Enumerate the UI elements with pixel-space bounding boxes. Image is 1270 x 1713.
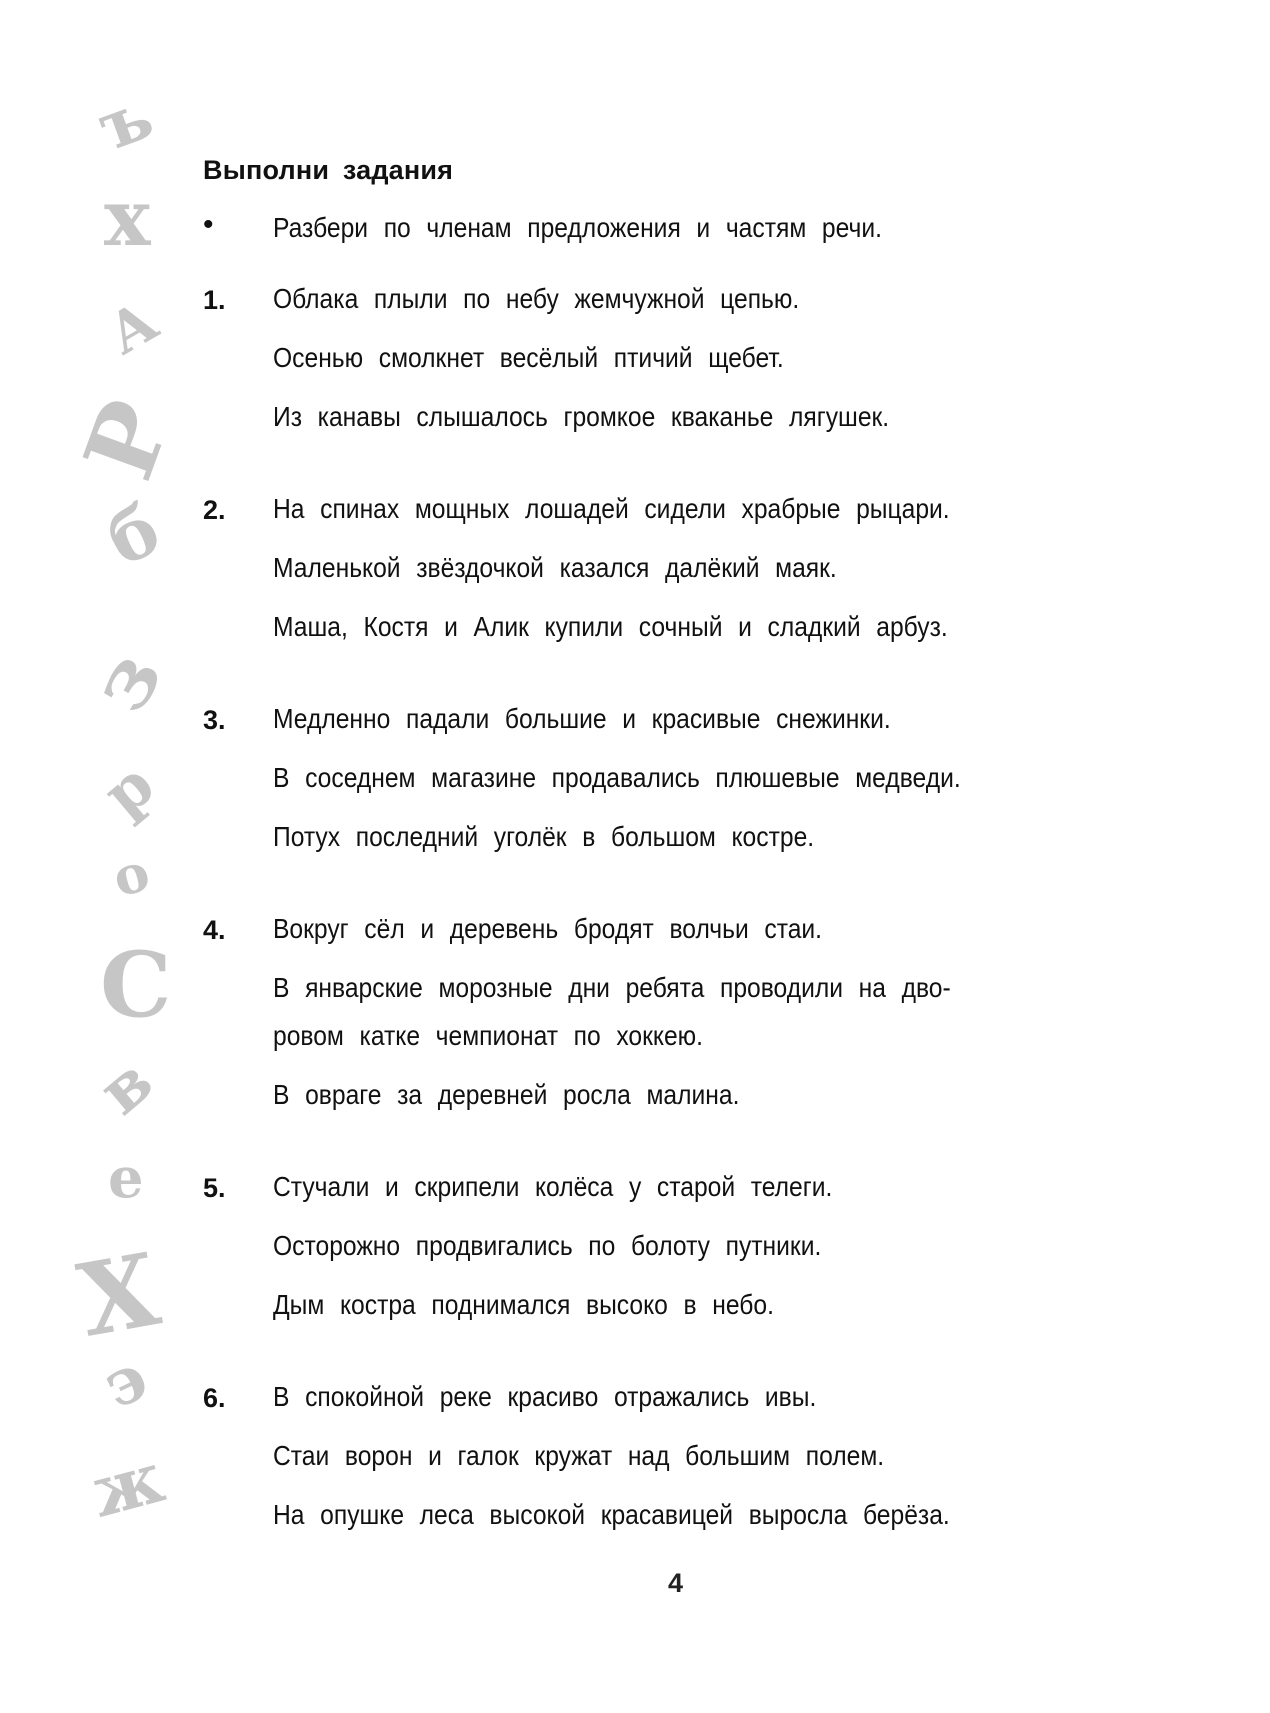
decorative-letter: о (106, 841, 156, 910)
sentence: Стаи ворон и галок кружат над большим полем. (273, 1440, 885, 1471)
sentence: Дым костра поднимался высоко в небо. (273, 1289, 774, 1320)
sentence: В спокойной реке красиво отражались ивы. (273, 1381, 817, 1412)
sentence: Облака плыли по небу жемчужной цепью. (273, 283, 800, 314)
sentence: Стучали и скрипели колёса у старой телеги. (273, 1171, 833, 1202)
decorative-letter: х (104, 173, 151, 264)
sentence: В январские морозные дни ребята проводили на дво- (273, 972, 951, 1003)
task-number: 6. (203, 1383, 226, 1413)
bullet-icon: • (203, 208, 214, 241)
decorative-letter: р (90, 749, 168, 831)
sentence: Медленно падали большие и красивые снежинки. (273, 703, 891, 734)
task-number: 4. (203, 915, 226, 945)
sentence: В соседнем магазине продавались плюшевые медведи. (273, 762, 961, 793)
sentence: Вокруг сёл и деревень бродят волчьи стаи. (273, 913, 823, 944)
decorative-letter: А (96, 288, 170, 368)
sentence: На опушке леса высокой красавицей выросла берёза. (273, 1499, 950, 1530)
decorative-letter: Х (70, 1230, 168, 1360)
decorative-letter: е (108, 1145, 144, 1211)
page-number: 4 (668, 1568, 684, 1598)
sentence: ровом катке чемпионат по хоккею. (273, 1020, 703, 1051)
sentence: Потух последний уголёк в большом костре. (273, 821, 815, 852)
task-number: 1. (203, 285, 226, 315)
decorative-letter: Р (62, 386, 194, 494)
task-number: 5. (203, 1173, 226, 1203)
sentence: Из канавы слышалось громкое кваканье лягушек. (273, 401, 890, 432)
decorative-letter: б (94, 487, 172, 583)
task-number: 2. (203, 495, 226, 525)
decorative-letter: в (84, 1043, 168, 1130)
sentence: На спинах мощных лошадей сидели храбрые рыцари. (273, 493, 950, 524)
decorative-letter: С (100, 932, 172, 1038)
margin-decoration (0, 0, 200, 1713)
decorative-letter: э (91, 1339, 159, 1424)
sentence: В овраге за деревней росла малина. (273, 1079, 740, 1110)
sentence: Осенью смолкнет весёлый птичий щебет. (273, 342, 784, 373)
page-title: Выполни задания (203, 155, 454, 185)
sentence: Маленькой звёздочкой казался далёкий маяк. (273, 552, 837, 583)
task-number: 3. (203, 705, 226, 735)
decorative-letter: ъ (88, 75, 163, 167)
sentence: Маша, Костя и Алик купили сочный и сладкий арбуз. (273, 611, 948, 642)
sentence: Осторожно продвигались по болоту путники. (273, 1230, 822, 1261)
instruction-text: Разбери по членам предложения и частям речи. (273, 212, 882, 243)
decorative-letter: з (71, 634, 181, 728)
decorative-letter: ж (82, 1435, 173, 1534)
